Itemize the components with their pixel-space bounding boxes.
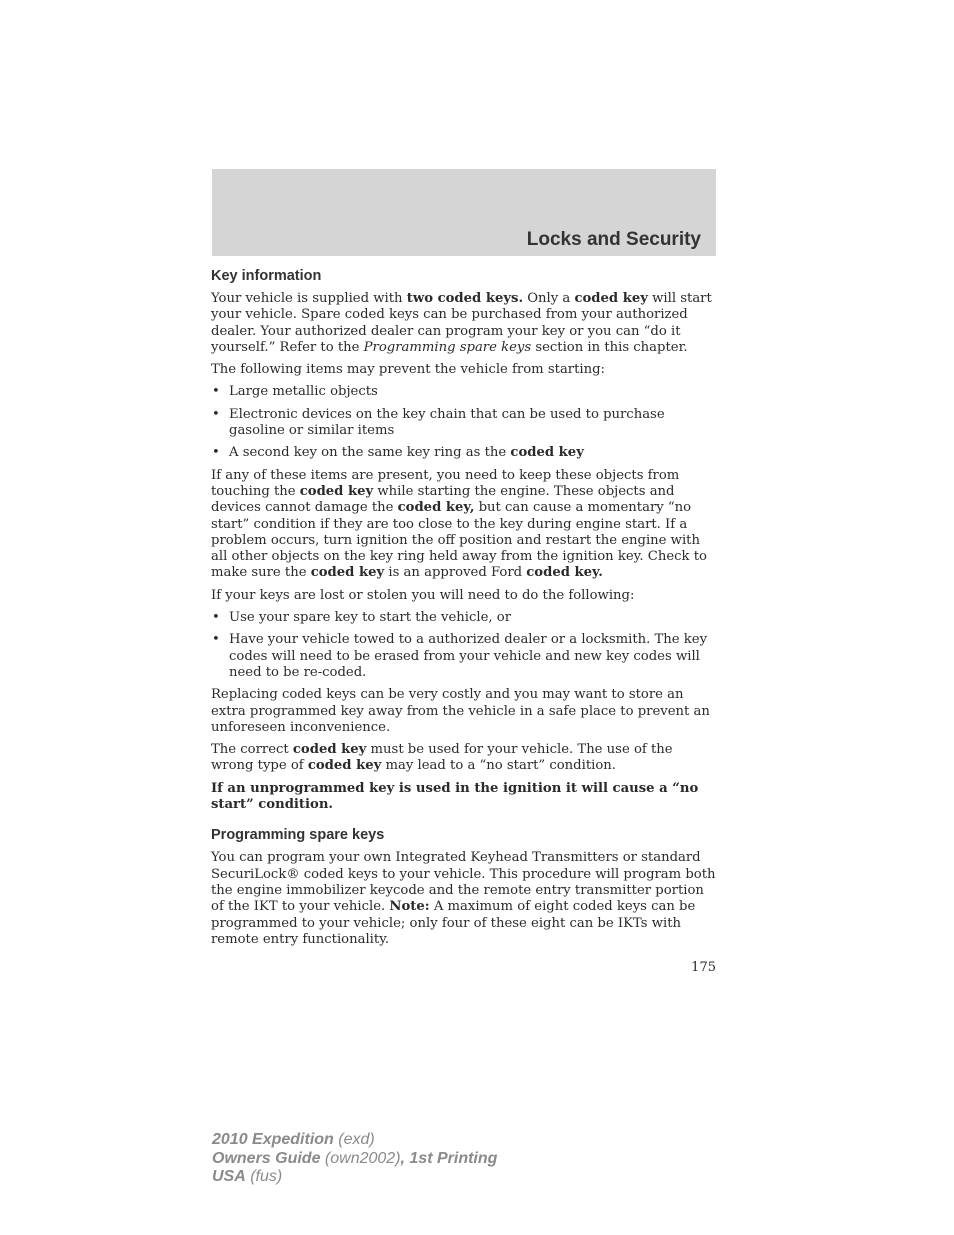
paragraph-prevent-intro: The following items may prevent the vehicle from starting: [211,362,606,378]
bold-text: Note: [389,899,430,915]
text-run: but can cause a momentary “no start” condition if they are too close to the key during engine start. If a problem occurs, turn ignition the off position and restart the engine with all other objects on the key ring held away from the ignition key. Check to make sure the [211,500,707,581]
text-run: Only a [523,291,575,306]
text-run: must be used for your vehicle. The use of the wrong type of [211,742,673,774]
bold-text: coded key [510,445,584,461]
bullet-icon: • [212,445,220,461]
text-run: The correct [211,742,293,758]
text-run: Electronic devices on the key chain that can be used to purchase gasoline or similar items [229,406,665,439]
bold-text: coded key [574,291,648,306]
bold-text: coded key, [397,500,475,516]
paragraph-unprogrammed-warning [211,781,716,814]
text-run: A maximum of eight coded keys can be programmed to your vehicle; only four of these eight can be IKTs with remote entry functionality. [211,899,696,947]
text-run: You can program your own Integrated Keyhead Transmitters or standard SecuriLock® coded keys to your vehicle. This procedure will program both the engine immobilizer keycode and the remote entry transmitter portion of the IKT to your vehicle. [211,850,716,915]
text-run: Large metallic objects [229,384,378,400]
footer-line-guide [212,1150,497,1169]
text-run: A second key on the same key ring as the [229,445,511,461]
chapter-title: Locks and Security [526,229,701,250]
section-heading-key-information: Key information [211,268,322,284]
bold-text: USA [212,1168,246,1185]
warning-text: If an unprogrammed key is used in the ignition it will cause a “no start” condition. [211,780,699,813]
text-run: Your vehicle is supplied with [211,291,407,306]
bold-text: coded key. [526,565,603,581]
text-run: while starting the engine. These objects and devices cannot damage the [211,483,675,516]
bold-text: coded key [310,565,385,581]
paragraph-replacing-cost: Replacing coded keys can be very costly and you may want to store an extra programmed key away from the vehicle in a safe place to prevent an unforeseen inconvenience. [211,687,710,735]
paragraph-programming [211,850,716,948]
bold-text: two coded keys. [406,291,524,306]
text-run: section in this chapter. [531,339,688,355]
bold-text: coded key [299,483,374,499]
paragraph-objects-warning [211,468,716,582]
text-run: may lead to a “no start” condition. [381,758,616,774]
footer-imprint [212,1131,497,1187]
page-content [211,266,716,954]
bold-text: coded key [292,742,367,758]
paragraph-correct-key [211,742,716,775]
text-run: (own2002) [320,1149,401,1167]
paragraph-lost-keys-intro: If your keys are lost or stolen you will need to do the following: [211,587,635,603]
page-number: 175 [691,960,716,975]
list-item [211,407,716,440]
italic-text: Programming spare keys [363,339,532,355]
bullet-icon: • [212,406,220,422]
text-run: Have your vehicle towed to a authorized dealer or a locksmith. The key codes will need to be erased from your vehicle and new key codes will need to be re-coded. [229,632,708,680]
text-run: Use your spare key to start the vehicle, or [229,610,512,626]
footer-line-region [212,1168,497,1187]
chapter-header-band [212,169,716,256]
bold-text: Owners Guide [212,1149,321,1167]
bullet-icon: • [212,610,220,626]
bullet-icon: • [212,384,220,400]
text-run: is an approved Ford [384,565,527,581]
list-prevent-items [211,384,716,461]
list-lost-keys-steps [211,610,716,681]
text-run: (fus) [245,1168,283,1185]
list-item [211,445,716,461]
text-run: will start your vehicle. Spare coded keys can be purchased from your authorized dealer. Your authorized dealer can program your key or you can “do it yourself.” Refer to the [211,291,712,355]
paragraph-key-supply [211,291,716,356]
text-run: If any of these items are present, you need to keep these objects from touching the [211,467,680,499]
footer-line-model [212,1131,497,1150]
list-item [211,384,716,400]
bullet-icon: • [212,632,220,648]
bold-text: 2010 Expedition [212,1131,334,1148]
text-run: (exd) [333,1131,375,1148]
list-item [211,610,716,626]
section-heading-programming-spare-keys: Programming spare keys [211,827,385,844]
bold-text: coded key [307,758,382,774]
bold-text: , 1st Printing [400,1149,498,1167]
list-item [211,632,716,681]
